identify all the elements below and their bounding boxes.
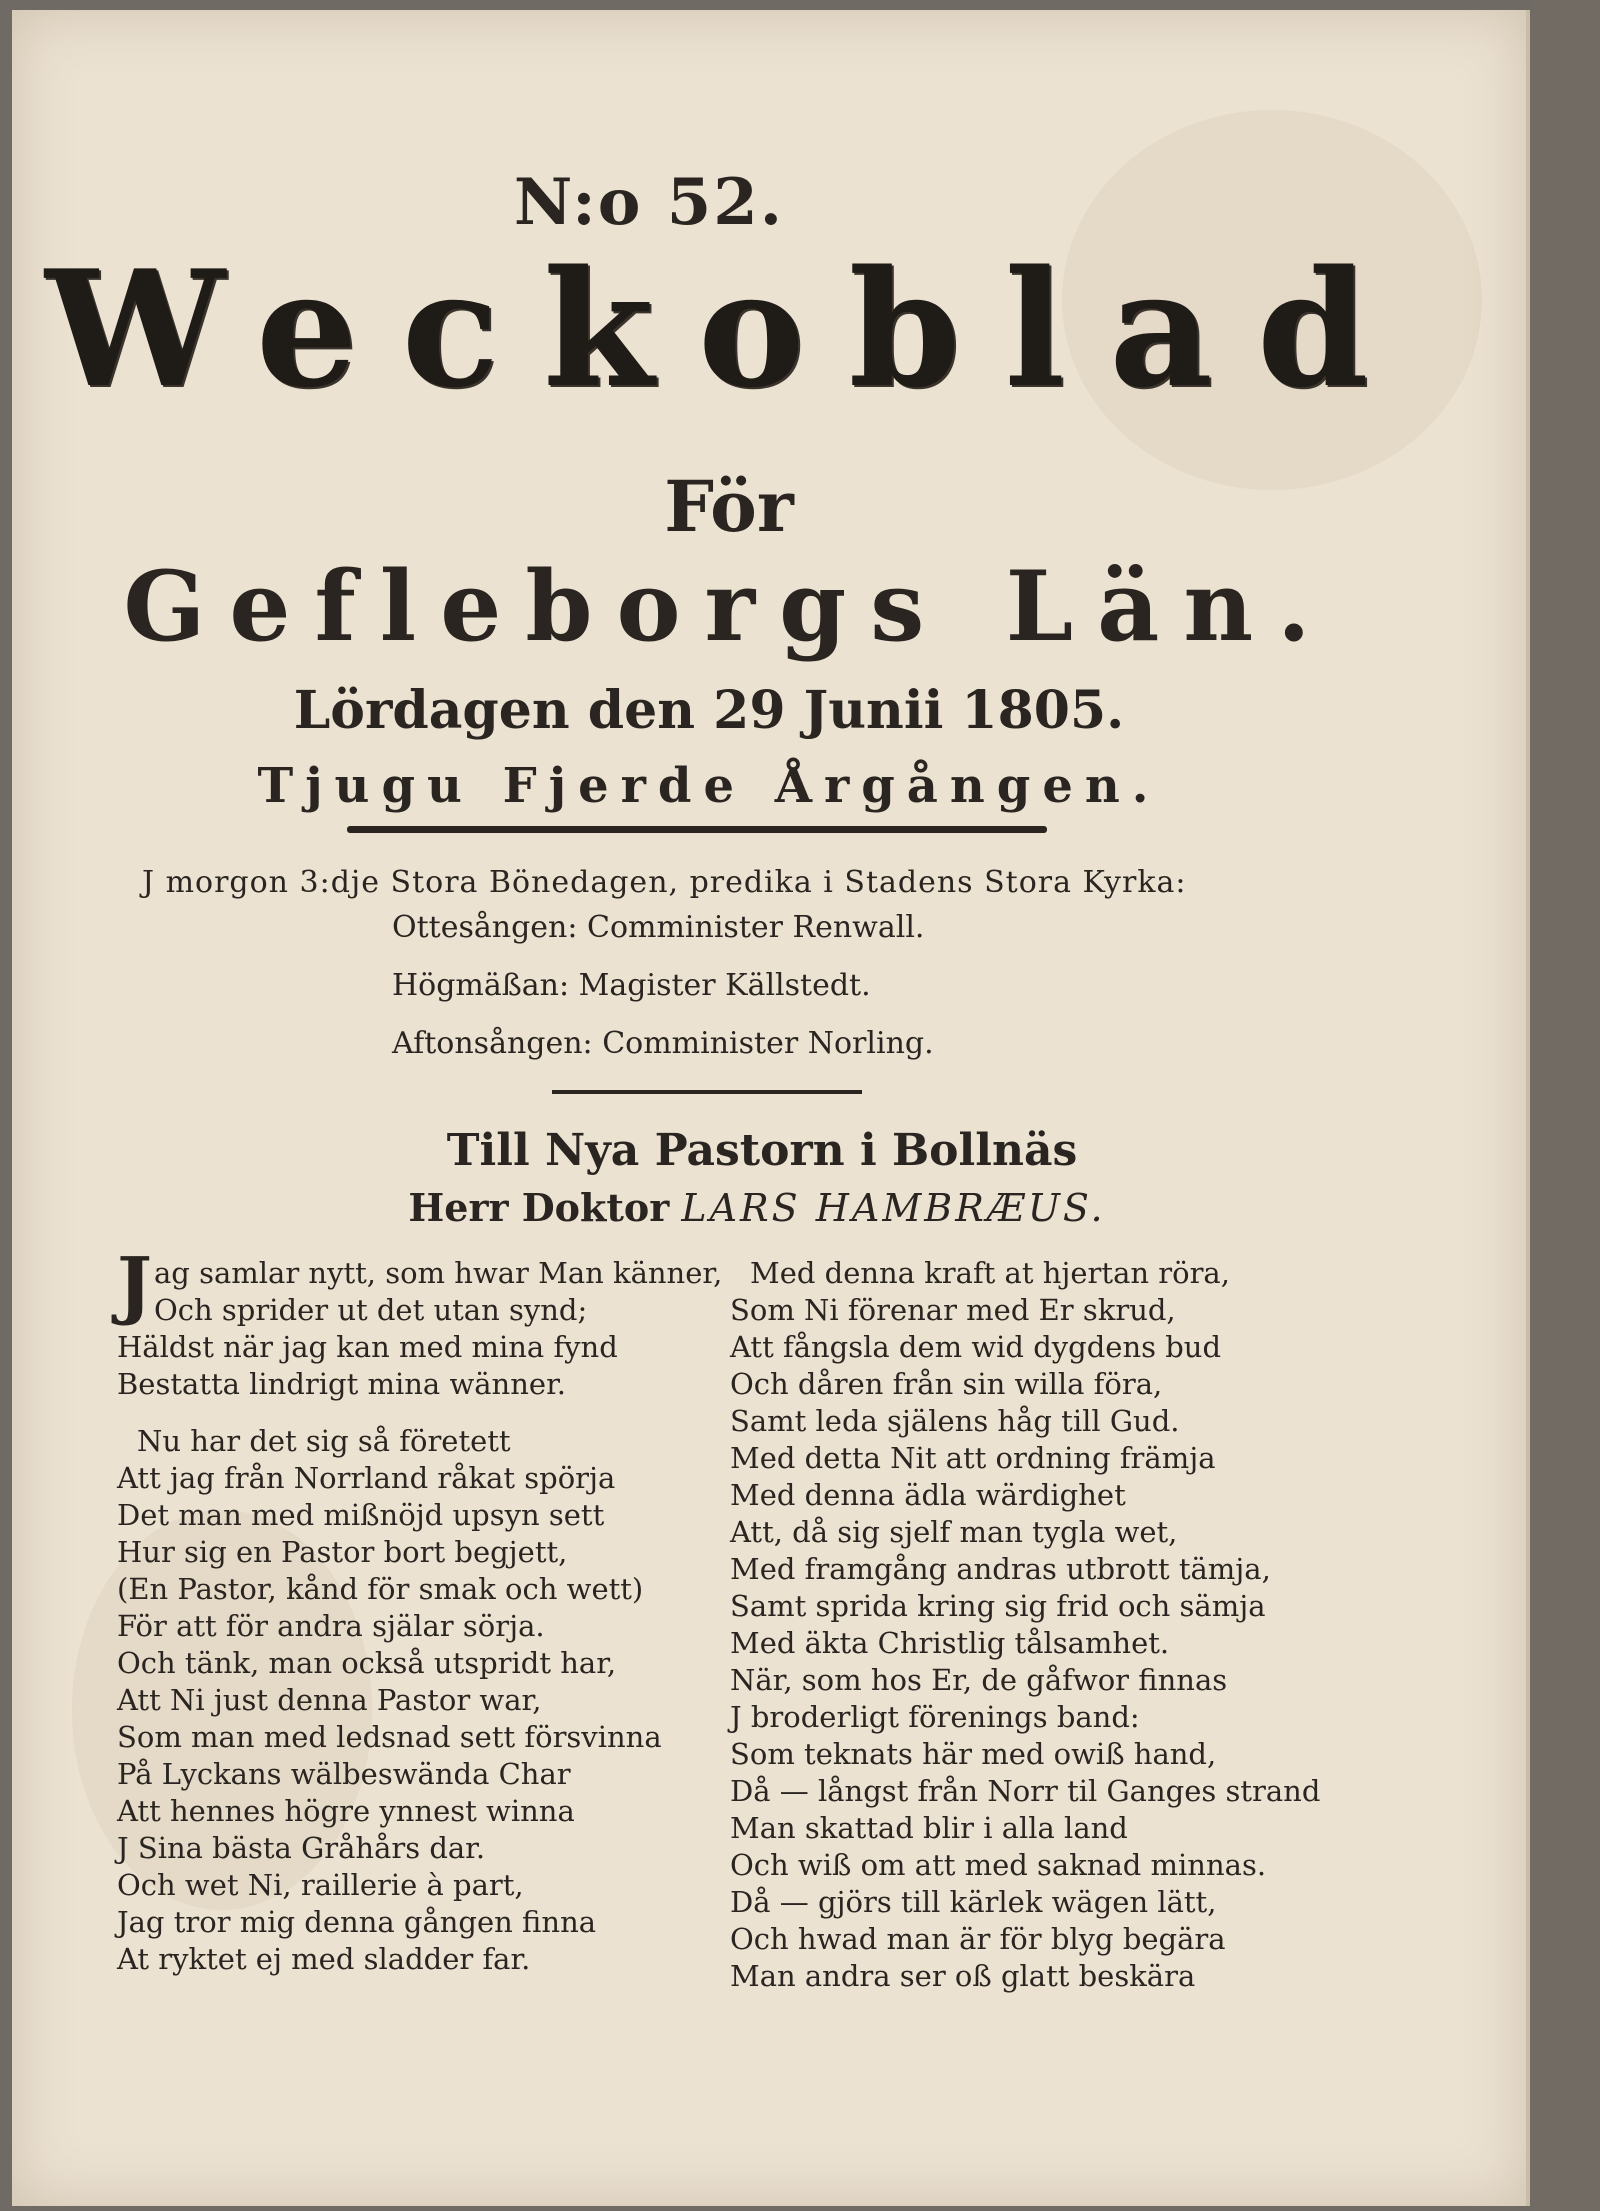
- drop-cap: J: [117, 1242, 153, 1328]
- service-ottesangen: [392, 910, 924, 945]
- poem-line: Då — gjörs till kärlek wägen lätt,: [730, 1885, 1217, 1919]
- poem-line: Hur sig en Pastor bort begjett,: [117, 1535, 568, 1569]
- poem-line: At ryktet ej med sladder far.: [117, 1942, 531, 1976]
- poem-line: Med denna kraft at hjertan röra,: [750, 1256, 1230, 1290]
- service-person: Magister Källstedt.: [578, 968, 871, 1003]
- address-prefix: Herr Doktor: [408, 1185, 670, 1230]
- service-aftonsangen: [392, 1026, 934, 1061]
- scan-background-strip: [1530, 0, 1600, 2211]
- service-person: Comminister Renwall.: [587, 910, 925, 945]
- poem-line: Häldst när jag kan med mina fynd: [117, 1330, 618, 1364]
- service-person: Comminister Norling.: [602, 1026, 934, 1061]
- poem-line: Det man med mißnöjd upsyn sett: [117, 1498, 605, 1532]
- issue-date: Lördagen den 29 Junii 1805.: [293, 680, 1125, 741]
- poem-line: Med äkta Christlig tålsamhet.: [730, 1626, 1170, 1660]
- poem-line: J broderligt förenings band:: [730, 1700, 1140, 1734]
- poem-line: Man skattad blir i alla land: [730, 1811, 1128, 1845]
- poem-line: Jag tror mig denna gången finna: [117, 1905, 597, 1939]
- poem-right-column: [730, 1255, 1330, 1995]
- masthead-region: Gefleborgs Län.: [123, 550, 1335, 663]
- poem-title: Till Nya Pastorn i Bollnäs: [446, 1125, 1078, 1176]
- poem-line: Med detta Nit att ordning främja: [730, 1441, 1216, 1475]
- poem-line: Att hennes högre ynnest winna: [117, 1794, 575, 1828]
- poem-line: Att jag från Norrland råkat spörja: [117, 1461, 616, 1495]
- poem-line: Och dåren från sin willa föra,: [730, 1367, 1163, 1401]
- masthead-for: För: [664, 465, 794, 548]
- header-divider: [347, 826, 1047, 833]
- poem-line: Som Ni förenar med Er skrud,: [730, 1293, 1176, 1327]
- poem-line: ag samlar nytt, som hwar Man känner,: [154, 1256, 723, 1290]
- service-hogmassan: [392, 968, 871, 1003]
- masthead-title: Weckoblad: [45, 235, 1413, 423]
- section-divider: [552, 1090, 862, 1094]
- poem-line: Som man med ledsnad sett försvinna: [117, 1720, 662, 1754]
- service-label: Aftonsången:: [392, 1026, 593, 1061]
- address-name: LARS HAMBRÆUS.: [681, 1186, 1106, 1230]
- poem-line: Man andra ser oß glatt beskära: [730, 1959, 1196, 1993]
- poem-line: Med denna ädla wärdighet: [730, 1478, 1126, 1512]
- poem-address: [12, 1185, 1502, 1230]
- poem-line: Som teknats här med owiß hand,: [730, 1737, 1217, 1771]
- poem-line: Att Ni just denna Pastor war,: [117, 1683, 542, 1717]
- poem-line: Med framgång andras utbrott tämja,: [730, 1552, 1271, 1586]
- poem-line: Att, då sig sjelf man tygla wet,: [730, 1515, 1178, 1549]
- poem-line: Och tänk, man också utspridt har,: [117, 1646, 617, 1680]
- poem-line: Och hwad man är för blyg begära: [730, 1922, 1226, 1956]
- poem-line: Bestatta lindrigt mina wänner.: [117, 1367, 566, 1401]
- poem-line: Och sprider ut det utan synd;: [154, 1293, 588, 1327]
- poem-line: (En Pastor, kånd för smak och wett): [117, 1572, 644, 1606]
- poem-left-column: [117, 1242, 723, 1978]
- service-label: Ottesången:: [392, 910, 578, 945]
- poem-line: När, som hos Er, de gåfwor finnas: [730, 1663, 1228, 1697]
- volume-year: Tjugu Fjerde Årgången.: [257, 758, 1161, 814]
- poem-line: Samt sprida kring sig frid och sämja: [730, 1589, 1266, 1623]
- poem-line: Och wet Ni, raillerie à part,: [117, 1868, 524, 1902]
- poem-line: Och wiß om att med saknad minnas.: [730, 1848, 1267, 1882]
- poem-line: På Lyckans wälbeswända Char: [117, 1757, 571, 1791]
- poem-line: Då — långst från Norr til Ganges strand: [730, 1774, 1321, 1808]
- sermon-announcement: J morgon 3:dje Stora Bönedagen, predika i Stadens Stora Kyrka:: [142, 865, 1187, 900]
- newspaper-page: [12, 10, 1526, 2206]
- poem-line: J Sina bästa Gråhårs dar.: [117, 1831, 486, 1865]
- stanza-gap: [117, 1403, 677, 1423]
- page-edge: [1526, 10, 1530, 2206]
- issue-number: N:o 52.: [513, 165, 785, 240]
- poem-line: Samt leda själens håg till Gud.: [730, 1404, 1180, 1438]
- poem-line: För att för andra själar sörja.: [117, 1609, 545, 1643]
- service-label: Högmäßan:: [392, 968, 570, 1003]
- poem-line: Att fångsla dem wid dygdens bud: [730, 1330, 1222, 1364]
- poem-line: Nu har det sig så företett: [137, 1424, 511, 1458]
